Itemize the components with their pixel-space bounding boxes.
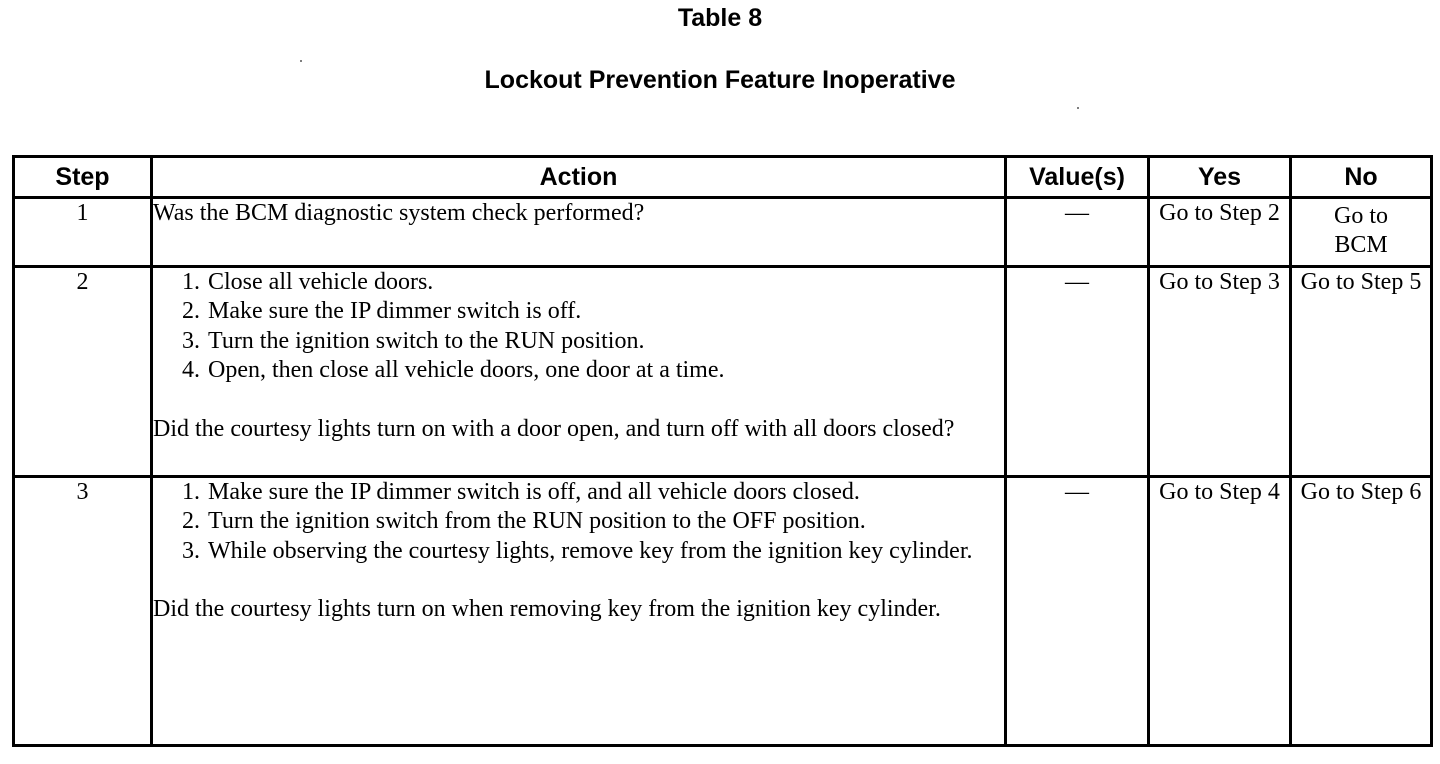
header-action: Action xyxy=(152,157,1006,198)
no-cell: Go to BCM xyxy=(1291,198,1432,267)
action-cell xyxy=(152,477,1006,746)
header-step: Step xyxy=(14,157,152,198)
action-step: 3. Turn the ignition switch to the RUN position. xyxy=(206,327,1004,356)
yes-cell: Go to Step 2 xyxy=(1149,198,1291,267)
table-row xyxy=(14,267,1432,477)
step-number: 3 xyxy=(14,477,152,746)
action-question: Did the courtesy lights turn on with a door open, and turn off with all doors closed? xyxy=(153,415,955,442)
action-step: 3. While observing the courtesy lights, remove key from the ignition key cylinder. xyxy=(206,537,1004,566)
yes-cell: Go to Step 4 xyxy=(1149,477,1291,746)
value-cell: — xyxy=(1006,198,1149,267)
action-step: 2. Make sure the IP dimmer switch is off. xyxy=(206,297,1004,326)
action-cell xyxy=(152,267,1006,477)
table-row xyxy=(14,477,1432,746)
table-row xyxy=(14,198,1432,267)
scan-speck xyxy=(1077,107,1079,109)
yes-cell: Go to Step 3 xyxy=(1149,267,1291,477)
action-step: 1. Close all vehicle doors. xyxy=(206,268,1004,297)
no-cell: Go to Step 5 xyxy=(1291,267,1432,477)
table-title: Table 8 xyxy=(677,4,763,32)
action-question: Did the courtesy lights turn on when removing key from the ignition key cylinder. xyxy=(153,596,941,623)
value-cell: — xyxy=(1006,267,1149,477)
action-steps xyxy=(153,478,1004,566)
scan-speck xyxy=(300,60,302,62)
action-step: 1. Make sure the IP dimmer switch is off, and all vehicle doors closed. xyxy=(206,478,1004,507)
diagnostic-table xyxy=(12,155,1433,747)
table-header-row xyxy=(14,157,1432,198)
header-values: Value(s) xyxy=(1006,157,1149,198)
action-text: Was the BCM diagnostic system check performed? xyxy=(153,200,645,226)
action-steps xyxy=(153,268,1004,386)
action-cell xyxy=(152,198,1006,267)
table-subtitle: Lockout Prevention Feature Inoperative xyxy=(484,66,956,94)
no-cell: Go to Step 6 xyxy=(1291,477,1432,746)
step-number: 1 xyxy=(14,198,152,267)
value-cell: — xyxy=(1006,477,1149,746)
header-no: No xyxy=(1291,157,1432,198)
action-step: 4. Open, then close all vehicle doors, one door at a time. xyxy=(206,356,1004,385)
header-yes: Yes xyxy=(1149,157,1291,198)
step-number: 2 xyxy=(14,267,152,477)
action-step: 2. Turn the ignition switch from the RUN position to the OFF position. xyxy=(206,507,1004,536)
